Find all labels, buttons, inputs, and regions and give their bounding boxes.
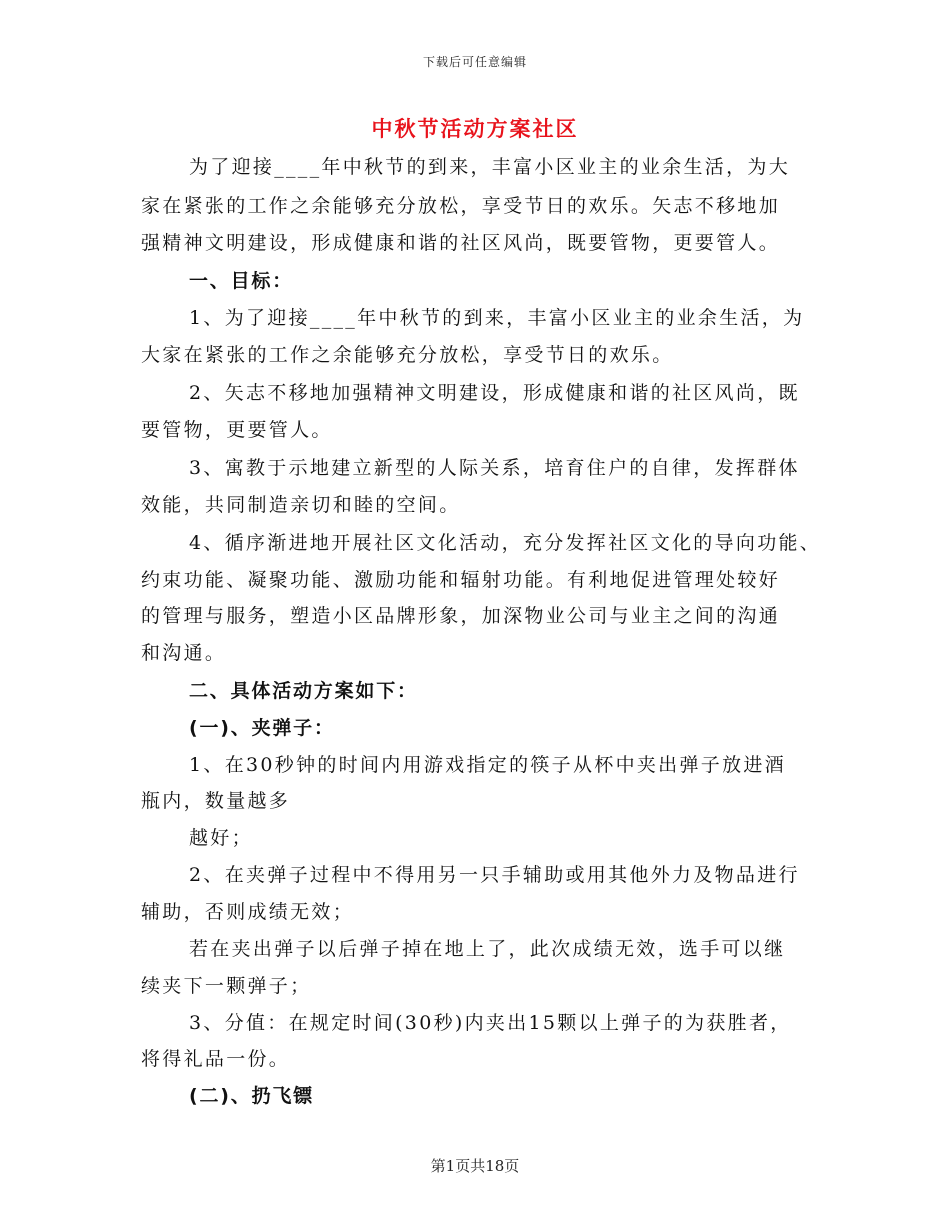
paragraph-line: 4、循序渐进地开展社区文化活动，充分发挥社区文化的导向功能、	[189, 532, 822, 554]
paragraph-line: 续夹下一颗弹子；	[141, 975, 312, 997]
paragraph-line: 若在夹出弹子以后弹子掉在地上了，此次成绩无效，选手可以继	[189, 938, 786, 960]
document-title: 中秋节活动方案社区	[371, 117, 579, 141]
paragraph-line: 3、寓教于示地建立新型的人际关系，培育住户的自律，发挥群体	[189, 457, 800, 479]
paragraph-line: 2、矢志不移地加强精神文明建设，形成健康和谐的社区风尚，既	[189, 382, 800, 404]
paragraph-line: 家在紧张的工作之余能够充分放松，享受节日的欢乐。矢志不移地加	[141, 195, 781, 217]
paragraph-line: 要管物，更要管人。	[141, 419, 333, 441]
page-number: 第1页共18页	[430, 1157, 520, 1175]
paragraph-line: 辅助，否则成绩无效；	[141, 901, 355, 923]
paragraph-line: 瓶内，数量越多	[141, 790, 291, 812]
paragraph-line: 将得礼品一份。	[141, 1048, 291, 1070]
section-heading: 二、具体活动方案如下：	[189, 680, 418, 702]
paragraph-line: 越好；	[189, 827, 253, 849]
paragraph-line: 1、在30秒钟的时间内用游戏指定的筷子从杯中夹出弹子放进酒	[189, 754, 786, 776]
section-heading: 一、目标：	[189, 270, 294, 292]
paragraph-line: 的管理与服务，塑造小区品牌形象，加深物业公司与业主之间的沟通	[141, 605, 781, 627]
paragraph-line: 1、为了迎接____年中秋节的到来，丰富小区业主的业余生活，为	[189, 307, 805, 329]
paragraph-line: 3、分值：在规定时间(30秒)内夹出15颗以上弹子的为获胜者，	[189, 1012, 792, 1034]
page-header-note: 下载后可任意编辑	[422, 55, 527, 69]
paragraph-line: 大家在紧张的工作之余能够充分放松，享受节日的欢乐。	[141, 344, 674, 366]
subsection-heading: (一)、夹弹子：	[189, 717, 335, 739]
subsection-heading: (二)、扔飞镖	[189, 1085, 314, 1107]
paragraph-line: 效能，共同制造亲切和睦的空间。	[141, 494, 461, 516]
paragraph-line: 强精神文明建设，形成健康和谐的社区风尚，既要管物，更要管人。	[141, 232, 781, 254]
paragraph-line: 和沟通。	[141, 642, 227, 664]
paragraph-line: 为了迎接____年中秋节的到来，丰富小区业主的业余生活，为大	[189, 156, 791, 178]
paragraph-line: 约束功能、凝聚功能、激励功能和辐射功能。有利地促进管理处较好	[141, 569, 781, 591]
paragraph-line: 2、在夹弹子过程中不得用另一只手辅助或用其他外力及物品进行	[189, 864, 800, 886]
